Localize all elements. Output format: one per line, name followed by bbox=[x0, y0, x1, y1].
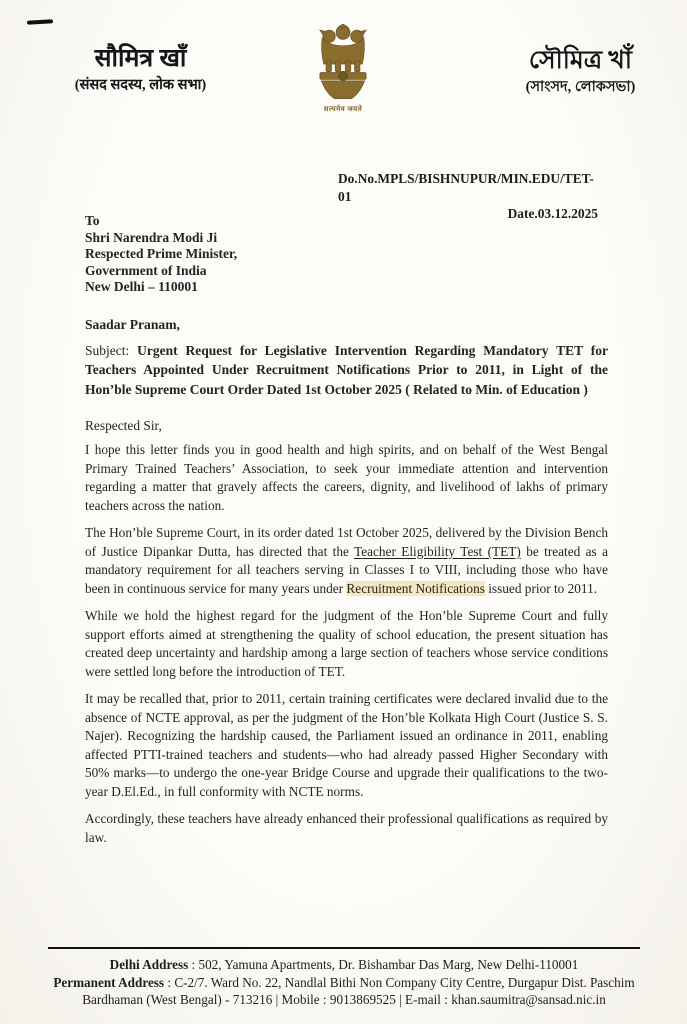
body-paragraph-5: Accordingly, these teachers have already enhanced their professional qualifications as required by law. bbox=[85, 811, 608, 845]
underlined-tet-phrase: Teacher Eligibility Test (TET) bbox=[354, 543, 521, 559]
letter-date: Date.03.12.2025 bbox=[507, 206, 598, 221]
mp-name-bengali: সৌমিত্র খাঁ bbox=[528, 47, 633, 74]
delhi-address-value: : 502, Yamuna Apartments, Dr. Bishambar Das Marg, New Delhi-110001 bbox=[188, 957, 579, 972]
paragraph-2-segment: be treated as a mandatory requirement for all teachers serving in Classes I to VIII, including those who have been in continuous service for many years under bbox=[85, 543, 608, 596]
recipient-block bbox=[85, 213, 608, 296]
subject-label: Subject: bbox=[85, 343, 130, 358]
mp-title-bengali: (সাংসদ, লোকসভা) bbox=[525, 79, 636, 95]
mp-title-hindi: (संसद सदस्य, लोक सभा) bbox=[74, 77, 207, 93]
letterhead-name-hindi-block bbox=[48, 44, 233, 96]
paragraph-2-segment: The Hon’ble Supreme Court, in its order dated 1st October 2025, delivered by the Division Bench of Justice Dipankar Dutta, has directed that the bbox=[85, 525, 608, 559]
permanent-address-value: : C-2/7. Ward No. 22, Nandlal Bithi Non Company City Centre, Durgapur Dist. Paschim Bardhaman (West Bengal) - 713216 | Mobile : 9013869525 | E-mail : khan.saumitra@sansad.nic.in bbox=[82, 974, 635, 1008]
ashoka-lion-capital-icon bbox=[312, 24, 374, 104]
body-paragraph-2 bbox=[85, 524, 608, 598]
subject-text: Urgent Request for Legislative Intervention Regarding Mandatory TET for Teachers Appointed Under Recruitment Notifications Prior to 2011, in Light of the Hon’ble Supreme Court Order Dated 1st October 2025 ( Related to Min. of Education ) bbox=[85, 343, 608, 397]
permanent-address-label: Permanent Address bbox=[53, 974, 165, 990]
recipient-designation: Respected Prime Minister, bbox=[85, 246, 238, 262]
subject-line bbox=[85, 341, 608, 399]
recipient-name: Shri Narendra Modi Ji bbox=[85, 229, 218, 245]
salutation: Respected Sir, bbox=[85, 418, 162, 433]
body-paragraph-3: While we hold the highest regard for the judgment of the Hon’ble Supreme Court and fully support efforts aimed at strengthening the quality of school education, the present situation has created deep uncertainty and hardship among a large section of teachers whose service conditions were settled long before the introduction of TET. bbox=[85, 608, 608, 679]
footer-address-block bbox=[44, 956, 644, 1009]
highlighted-recruitment-phrase: Recruitment Notifications bbox=[346, 580, 485, 596]
letterhead-name-bengali-block bbox=[488, 46, 673, 98]
scan-pen-mark bbox=[27, 19, 53, 24]
recipient-address: New Delhi – 110001 bbox=[85, 279, 198, 295]
recipient-organization: Government of India bbox=[85, 262, 207, 278]
greeting: Saadar Pranam, bbox=[85, 317, 180, 332]
delhi-address-label: Delhi Address bbox=[109, 957, 189, 972]
mp-name-hindi: सौमित्र खाँ bbox=[94, 45, 187, 72]
satyameva-jayate-motto: सत्यमेव जयते bbox=[323, 105, 363, 113]
ashoka-emblem bbox=[308, 24, 378, 114]
recipient-to: To bbox=[85, 213, 100, 228]
reference-number: Do.No.MPLS/BISHNUPUR/MIN.EDU/TET-01 bbox=[338, 171, 594, 204]
footer-divider bbox=[48, 947, 640, 949]
letter-body bbox=[85, 441, 608, 856]
paragraph-2-segment: issued prior to 2011. bbox=[484, 580, 598, 596]
body-paragraph-4: It may be recalled that, prior to 2011, certain training certificates were declared invalid due to the absence of NCTE approval, as per the judgment of the Hon’ble Kolkata High Court (Justice S. S. Najer). Recognizing the hardship caused, the Parliament issued an ordinance in 2011, enabling affected PTTI-trained teachers and students—who had already passed Higher Secondary with 50% marks—to undergo the one-year Bridge Course and upgrade their qualifications to the two-year D.El.Ed., in full conformity with NCTE norms. bbox=[85, 691, 608, 799]
body-paragraph-1: I hope this letter finds you in good health and high spirits, and on behalf of the West Bengal Primary Trained Teachers’ Association, to seek your immediate attention and intervention regarding a matter that gravely affects the careers, dignity, and livelihood of lakhs of primary teachers across the nation. bbox=[85, 442, 608, 513]
